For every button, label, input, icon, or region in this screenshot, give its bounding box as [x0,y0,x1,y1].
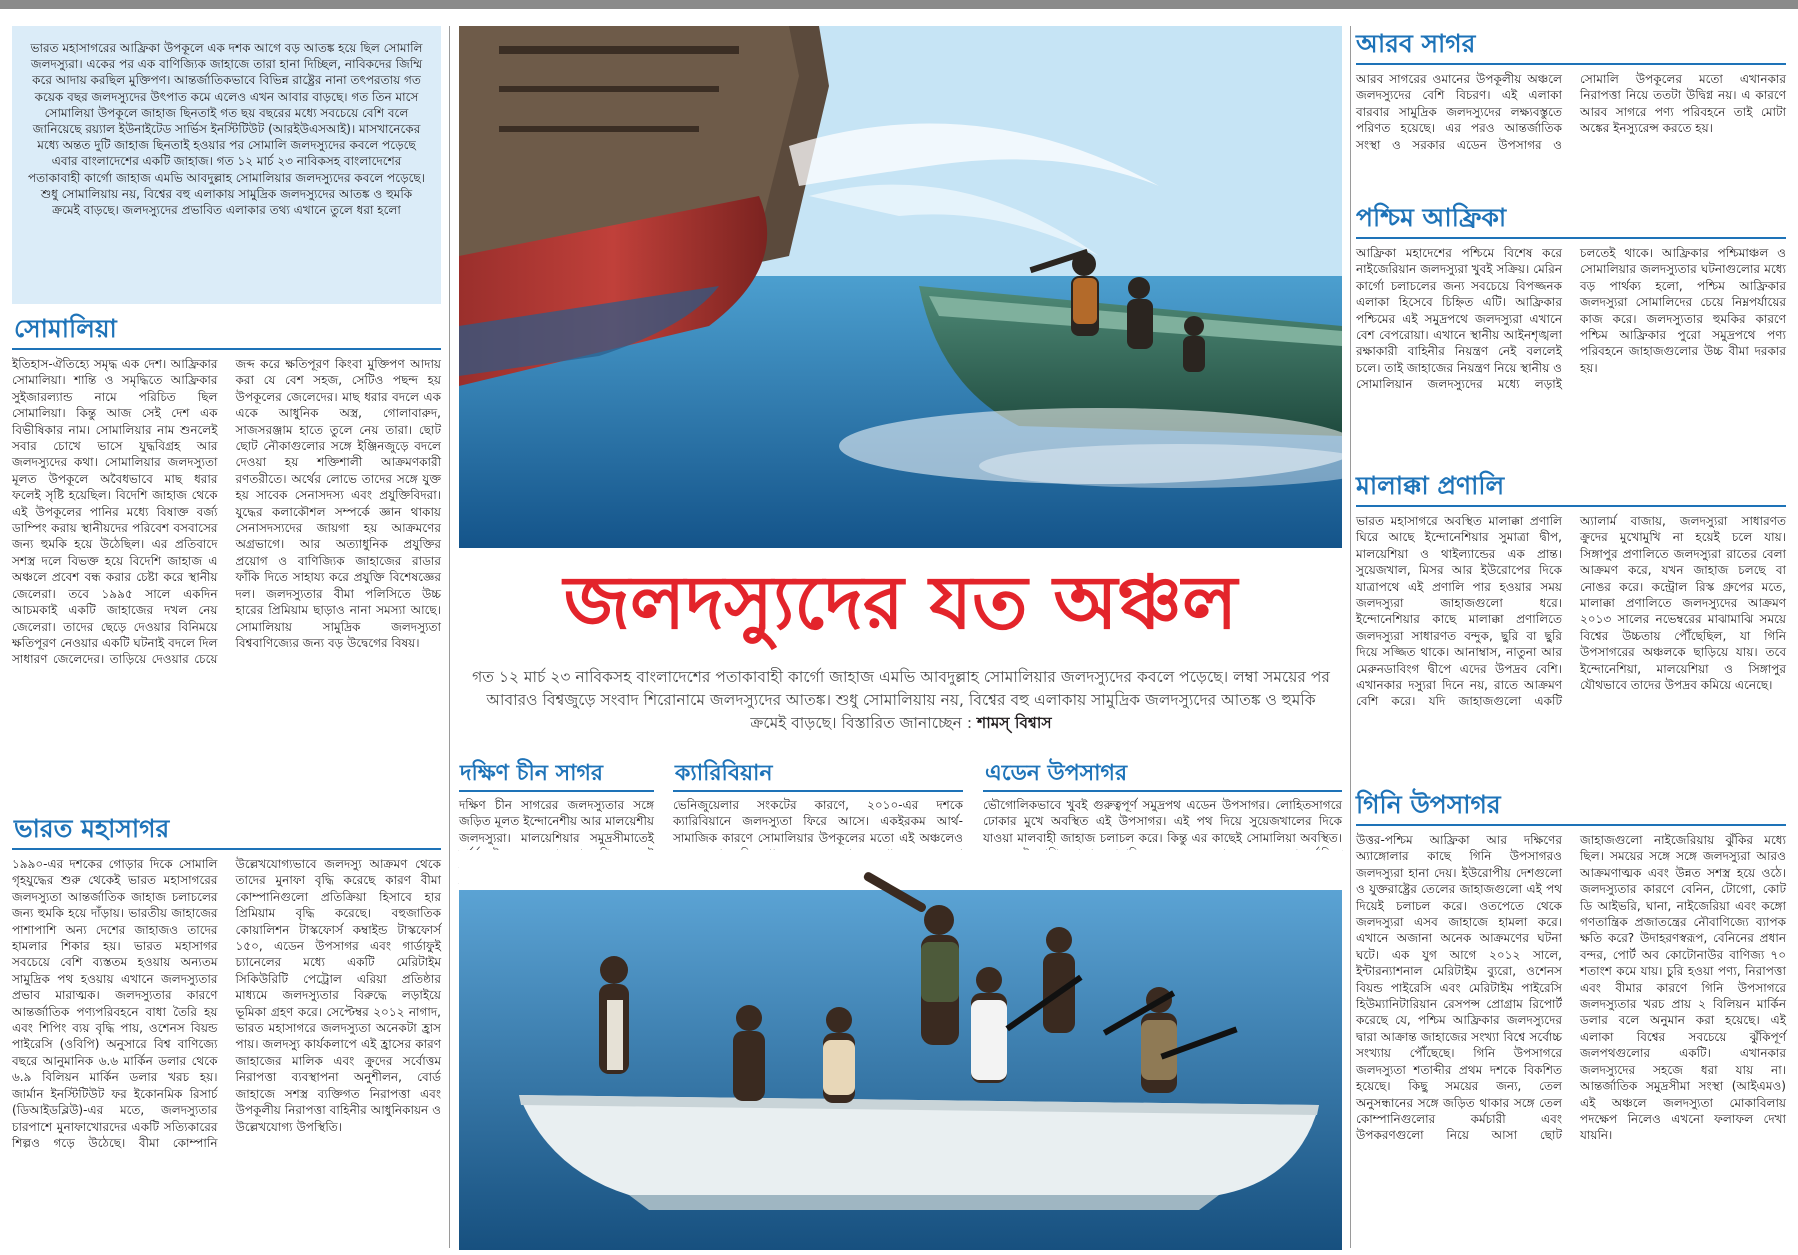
section-title-gulf-of-guinea: গিনি উপসাগর [1356,790,1501,819]
top-bar [0,0,1798,9]
gulf-of-guinea-article [1356,832,1786,1248]
section-rule [1356,237,1786,239]
indian-ocean-article [12,856,441,1248]
byline: শামস্ বিশ্বাস [977,714,1052,732]
arabian-sea-article [1356,71,1786,181]
column-divider [1350,26,1351,1248]
section-title-indian-ocean: ভারত মহাসাগর [14,814,170,843]
caribbean-text: ভেনিজুয়েলার সংকটের কারণে, ২০১০-এর দশকে ক্যারিবিয়ানে জলদস্যুতা ফিরে আসে। একইরকম আর্থ-সামাজিক কারণে সোমালিয়ার উপকূলের মতো এই অঞ্চলেও [673,798,963,845]
somalia-article [12,356,441,805]
malacca-strait-article [1356,513,1786,775]
column-divider [449,26,450,1248]
gulf-of-guinea-text: উত্তর-পশ্চিম আফ্রিকা আর দক্ষিণের অ্যাঙ্গোলার কাছে গিনি উপসাগরও জলদস্যুরা হানা দেয়। ইউরোপীয় দেশগুলো ও যুক্তরাষ্ট্রের তেলের জাহাজগুলো এই পথ দিয়েই চলাচল করে। ওতপেতে থেকে জলদস্যুরা এসব জাহাজে হামলা করে। এখানে অজানা অনেক আক্রমণের ঘটনা ঘটে। এক যুগ আগে ২০১২ সালে, ইন্টারন্যাশনাল মেরিটাইম ব্যুরো, ওশেনস বিয়ন্ড পাইরেসি এবং মেরিটাইম পাইরেসি হিউম্যানিটারিয়ান রেসপন্স প্রোগ্রাম রিপোর্ট করেছে যে, পশ্চিম আফ্রিকার জলদস্যুদের দ্বারা আক্রান্ত জাহাজের সংখ্যা বিশ্বে সর্বোচ্চ সংখ্যায় পৌঁছেছে। গিনি উপসাগরে জলদস্যুতা শতাব্দীর প্রথম দশকে বিকশিত হয়েছে। কিছু সময়ের জন্য, তেল অনুসন্ধানের সঙ্গে জড়িত থাকার সঙ্গে তেল কোম্পানিগুলোর কর্মচারী এবং উপকরণগুলো নিয়ে আসা ছোট জাহাজগুলো নাইজেরিয়ায় ঝুঁকির মধ্যে ছিল। সময়ের সঙ্গে সঙ্গে জলদস্যুরা আরও আক্রমণাত্মক এবং উন্নত সশস্ত্র হয়ে ওঠে। জলদস্যুতার কারণে বেনিন, টোগো, কোট ডি আইভরি, ঘানা, নাইজেরিয়া এবং কঙ্গো গণতান্ত্রিক প্রজাতন্ত্রের নৌবাণিজ্যে ব্যাপক ক্ষতি করে? উদাহরণস্বরূপ, বেনিনের প্রধান বন্দর, পোর্ট অব কোটোনাউর বাণিজ্য ৭০ শতাংশ কমে যায়। চুরি হওয়া পণ্য, নিরাপত্তা এবং বীমার কারণে গিনি উপসাগরে জলদস্যুতার খরচ প্রায় ২ বিলিয়ন মার্কিন ডলার বলে অনুমান করা হয়েছে। এই এলাকা বিশ্বের সবচেয়ে ঝুঁকিপূর্ণ জলপথগুলোর একটি। এখানকার জলদস্যুদের সহজে ধরা যায় না। আন্তর্জাতিক সমুদ্রসীমা সংস্থা (আইএমও) এই অঞ্চলে জলদস্যুতা মোকাবিলায় পদক্ষেপ নিলেও এখনো ফলাফল দেখা যায়নি। [1356,833,1786,1143]
main-headline: জলদস্যুদের যত অঞ্চল [563,560,1238,646]
intro-box [12,26,441,304]
section-rule [12,348,441,350]
somalia-text: ইতিহাস-ঐতিহ্যে সমৃদ্ধ এক দেশ। আফ্রিকার সোমালিয়া। শান্তি ও সমৃদ্ধিতে আফ্রিকার সুইজারল্যান্ড নামে পরিচিত ছিল সোমালিয়া। কিন্তু আজ সেই দেশ এক বিভীষিকার নাম। সোমালিয়ার নাম শুনলেই সবার চোখে ভাসে যুদ্ধবিগ্রহ আর জলদস্যুদের কথা। সোমালিয়ার জলদস্যুতা মূলত উপকূলে অবৈধভাবে মাছ ধরার ফলেই সৃষ্টি হয়েছিল। বিদেশি জাহাজ থেকে এই উপকূলের পানির মধ্যে বিষাক্ত বর্জ্য ডাম্পিং করায় স্থানীয়দের পরিবেশ বসবাসের জন্য হুমকি হয়ে উঠেছিল। এর প্রতিবাদে সশস্ত্র দলে বিভক্ত হয়ে বিদেশি জাহাজ এ অঞ্চলে প্রবেশ বন্ধ করার চেষ্টা করে স্থানীয় জেলেরা। তবে ১৯৯৫ সালে একদিন আচমকাই একটি জাহাজের দখল নেয় জেলেরা। তাদের ছেড়ে দেওয়ার বিনিময়ে ক্ষতিপূরণ নেওয়ার একটি ঘটনাই বদলে দিল সাধারণ জেলেদের। তাড়িয়ে দেওয়ার চেয়ে জব্দ করে ক্ষতিপূরণ কিংবা মুক্তিপণ আদায় করা যে বেশ সহজ, সেটিও পছন্দ হয় উপকূলের জেলেদের। মাছ ধরার বদলে এক একে আধুনিক অস্ত্র, গোলাবারুদ, সাজসরঞ্জাম হাতে তুলে নেয় তারা। ছোট ছোট নৌকাগুলোর সঙ্গে ইঞ্জিনজুড়ে বদলে দেওয়া হয় শক্তিশালী আক্রমণকারী রণতরীতে। অর্থের লোভে তাদের সঙ্গে যুক্ত হয় সাবেক সেনাসদস্য এবং প্রযুক্তিবিদরা। যুদ্ধের কলাকৌশল সম্পর্কে জ্ঞান থাকায় সেনাসদস্যদের জায়গা হয় আক্রমণের অগ্রভাগে। আর অত্যাধুনিক প্রযুক্তির প্রয়োগ ও বাণিজ্যিক জাহাজের রাডার ফাঁকি দিতে সাহায্য করে প্রযুক্তি বিশেষজ্ঞের দল। জলদস্যুতার বীমা পলিসিতে উচ্চ হারের প্রিমিয়াম ছাড়াও নানা সমস্যা আছে। সোমালিয়ায় সামুদ্রিক জলদস্যুতা বিশ্ববাণিজ্যের জন্য বড় উদ্বেগের বিষয়। [12,357,441,667]
indian-ocean-text: ১৯৯০-এর দশকের গোড়ার দিকে সোমালি গৃহযুদ্ধের শুরু থেকেই ভারত মহাসাগরের জলদস্যুতা আন্তর্জাতিক জাহাজ চলাচলের জন্য হুমকি হয়ে দাঁড়ায়। ভারতীয় জাহাজের পাশাপাশি অন্য দেশের জাহাজও তাদের হামলার শিকার হয়। ভারত মহাসাগর সবচেয়ে বেশি ব্যস্ততম হওয়ায় অন্যতম সামুদ্রিক পথ হওয়ায় এখানে জলদস্যুতার প্রভাব মারাত্মক। জলদস্যুতার কারণে আন্তর্জাতিক পণ্যপরিবহনে বাধা তৈরি হয় এবং শিপিং ব্যয় বৃদ্ধি পায়, ওশেনস বিয়ন্ড পাইরেসি (ওবিপি) অনুসারে বিশ্ব বাণিজ্যে বছরে আনুমানিক ৬.৬ মার্কিন ডলার থেকে ৬.৯ বিলিয়ন মার্কিন ডলার খরচ হয়। জার্মান ইনস্টিটিউট ফর ইকোনমিক রিসার্চ (ডিআইডব্লিউ)-এর মতে, জলদস্যুতার চারপাশে মুনাফাখোরদের একটি সত্যিকারের শিল্পও গড়ে উঠেছে। বীমা কোম্পানি উল্লেখযোগ্যভাবে জলদস্যু আক্রমণ থেকে তাদের মুনাফা বৃদ্ধি করেছে কারণ বীমা কোম্পানিগুলো প্রতিক্রিয়া হিসাবে হার প্রিমিয়াম বৃদ্ধি করেছে। বহুজাতিক কোয়ালিশন টাস্কফোর্স কম্বাইন্ড টাস্কফোর্স ১৫০, এডেন উপসাগর এবং গার্ডাফুই চ্যানেলের মধ্যে একটি মেরিটাইম সিকিউরিটি পেট্রোল এরিয়া প্রতিষ্ঠার মাধ্যমে জলদস্যুতার বিরুদ্ধে লড়াইয়ে ভূমিকা গ্রহণ করে। সেপ্টেম্বর ২০১২ নাগাদ, ভারত মহাসাগরে জলদস্যুতা অনেকটা হ্রাস পায়। জলদস্যু কার্যকলাপে এই হ্রাসের কারণ জাহাজের মালিক এবং ক্রুদের সর্বোত্তম নিরাপত্তা ব্যবস্থাপনা অনুশীলন, বোর্ড জাহাজে সশস্ত্র ব্যক্তিগত নিরাপত্তা এবং উপকূলীয় নিরাপত্তা বাহিনীর আধুনিকায়ন ও উল্লেখযোগ্য উপস্থিতি। [12,857,441,1150]
section-title-gulf-of-aden: এডেন উপসাগর [985,761,1128,786]
malacca-strait-text: ভারত মহাসাগরে অবস্থিত মালাক্কা প্রণালি ঘিরে আছে ইন্দোনেশিয়ার সুমাত্রা দ্বীপ, মালয়েশিয়া ও থাইল্যান্ডের এক প্রান্ত। সুয়েজখাল, মিসর আর ইউরোপের দিকে যাত্রাপথে এই প্রণালি পার হওয়ার সময় জলদস্যুরা জাহাজগুলো ধরে। ইন্দোনেশিয়ার কাছে মালাক্কা প্রণালিতে জলদস্যুরা সাধারণত বন্দুক, ছুরি বা ছুরি দিয়ে সজ্জিত থাকে। আনাম্বাস, নাতুনা আর মেরুনডাবিংগ দ্বীপে এদের উপদ্রব বেশি। এখানকার দস্যুরা দিনে নয়, রাতে আক্রমণ বেশি করে। যদি জাহাজগুলো একটি অ্যালার্ম বাজায়, জলদস্যুরা সাধারণত ক্রুদের মুখোমুখি না হয়েই চলে যায়। সিঙ্গাপুর প্রণালিতে জলদস্যুরা রাতের বেলা আক্রমণ করে, যখন জাহাজ চলছে বা নোঙর করে। কন্ট্রোল রিস্ক গ্রুপের মতে, মালাক্কা প্রণালিতে জলদস্যুদের আক্রমণ ২০১৩ সালের নভেম্বরের মাঝামাঝি সময়ে বিশ্বের উচ্চতায় পৌঁছেছিল, যা গিনি উপসাগরের অঞ্চলকে ছাড়িয়ে যায়। তবে ইন্দোনেশিয়া, মালয়েশিয়া ও সিঙ্গাপুর যৌথভাবে তাদের উপদ্রব কমিয়ে এনেছে। [1356,514,1786,709]
section-rule [1356,63,1786,65]
section-rule [459,790,654,792]
section-title-west-africa: পশ্চিম আফ্রিকা [1356,203,1507,232]
lede-paragraph [468,666,1334,735]
section-title-caribbean: ক্যারিবিয়ান [675,761,773,786]
photo-illustration [459,26,1342,548]
section-title-arabian-sea: আরব সাগর [1356,29,1476,58]
section-rule [1356,824,1786,826]
south-china-sea-text: দক্ষিণ চীন সাগরের জলদস্যুতার সঙ্গে জড়িত মূলত ইন্দোনেশীয় আর মালয়েশীয় জলদস্যুরা। মালয়েশিয়ার সমুদ্রসীমাতেই [459,798,654,845]
section-rule [673,790,963,792]
section-title-malacca-strait: মালাক্কা প্রণালি [1356,471,1505,500]
west-africa-text: আফ্রিকা মহাদেশের পশ্চিমে বিশেষ করে নাইজেরিয়ান জলদস্যুরা খুবই সক্রিয়। মেরিন কার্গো চলাচলের জন্য সবচেয়ে বিপজ্জনক এলাকা হিসেবে চিহ্নিত এটি। আফ্রিকার পশ্চিমের এই সমুদ্রপথে জলদস্যুরা এখানে বেশ বেপরোয়া। এখানে স্থানীয় আইনশৃঙ্খলা রক্ষাকারী বাহিনীর নিয়ন্ত্রণ নেই বললেই চলে। তাই জাহাজের নিয়ন্ত্রণ নিয়ে স্থানীয় ও সোমালিয়ান জলদস্যুদের মধ্যে লড়াই চলতেই থাকে। আফ্রিকার পশ্চিমাঞ্চল ও সোমালিয়ার জলদস্যুতার ঘটনাগুলোর মধ্যে বড় পার্থক্য হলো, পশ্চিম আফ্রিকার জলদস্যুরা সোমালিদের চেয়ে নিম্নপর্যায়ের কাজ করে। জলদস্যুতার হুমকির কারণে পশ্চিম আফ্রিকার পুরো সমুদ্রপথে পণ্য পরিবহনে জাহাজগুলোর উচ্চ বীমা দরকার হয়। [1356,246,1786,392]
section-title-somalia: সোমালিয়া [14,314,117,343]
gulf-of-aden-text: ভৌগোলিকভাবে খুবই গুরুত্বপূর্ণ সমুদ্রপথ এডেন উপসাগর। লোহিতসাগরে ঢোকার মুখে অবস্থিত এই উপসাগর। এই পথ দিয়ে সুয়েজখালের দিকে যাওয়া মালবাহী জাহাজ চলাচল করে। কিন্তু এর কাছেই সোমালিয়া অবস্থিত। [983,798,1342,845]
section-rule [12,848,441,850]
section-title-south-china-sea: দক্ষিণ চীন সাগর [460,761,604,786]
photo-pirates-in-boat [459,850,1342,1250]
west-africa-article [1356,245,1786,459]
photo-ship-and-pirate-skiff [459,26,1342,548]
arabian-sea-text: আরব সাগরের ওমানের উপকূলীয় অঞ্চলে জলদস্যুদের বেশি বিচরণ। এই এলাকা বারবার সামুদ্রিক জলদস্যুদের লক্ষ্যবস্তুতে পরিণত হয়েছে। এর পরও আন্তর্জাতিক সংস্থা ও সরকার এডেন উপসাগর ও সোমালি উপকূলের মতো এখানকার নিরাপত্তা নিয়ে ততটা উদ্বিগ্ন নয়। এ কারণে আরব সাগরে পণ্য পরিবহনে তাই মোটা অঙ্কের ইনস্যুরেন্স করতে হয়। [1356,72,1786,152]
intro-text: ভারত মহাসাগরের আফ্রিকা উপকূলে এক দশক আগে বড় আতঙ্ক হয়ে ছিল সোমালি জলদস্যুরা। একের পর এক বাণিজ্যিক জাহাজে তারা হানা দিচ্ছিল, নাবিকদের জিম্মি করে আদায় করছিল মুক্তিপণ। আন্তর্জাতিকভাবে বিভিন্ন রাষ্ট্রের নানা তৎপরতায় গত কয়েক বছর জলদস্যুদের উৎপাত কমে এলেও এখন আবার বাড়ছে। গত তিন মাসে সোমালিয়া উপকূলে জাহাজ ছিনতাই গত ছয় বছরের মধ্যে সবচেয়ে বেশি বলে জানিয়েছে রয়্যাল ইউনাইটেড সার্ভিস ইনস্টিটিউট (আরইউএসআই)। মাসখানেকের মধ্যে অন্তত দুটি জাহাজ ছিনতাই হওয়ার পর সোমালি জলদস্যুদের কবলে পড়েছে এবার বাংলাদেশের একটি জাহাজ। গত ১২ মার্চ ২৩ নাবিকসহ বাংলাদেশের পতাকাবাহী কার্গো জাহাজ এমভি আবদুল্লাহ সোমালিয়ার জলদস্যুদের কবলে পড়েছে। শুধু সোমালিয়ায় নয়, বিশ্বের বহু এলাকায় সামুদ্রিক জলদস্যুদের আতঙ্ক ও হুমকি ক্রমেই বাড়ছে। জলদস্যুদের প্রভাবিত এলাকার তথ্য এখানে তুলে ধরা হলো [28,41,425,218]
photo-illustration [459,850,1342,1250]
section-rule [983,790,1342,792]
lede-text: গত ১২ মার্চ ২৩ নাবিকসহ বাংলাদেশের পতাকাবাহী কার্গো জাহাজ এমভি আবদুল্লাহ সোমালিয়ার জলদস্যুদের কবলে পড়েছে। লম্বা সময়ের পর আবারও বিশ্বজুড়ে সংবাদ শিরোনামে জলদস্যুদের আতঙ্ক। শুধু সোমালিয়ায় নয়, বিশ্বের বহু এলাকায় সামুদ্রিক জলদস্যুদের আতঙ্ক ও হুমকি ক্রমেই বাড়ছে। বিস্তারিত জানাচ্ছেন : [472,668,1330,732]
section-rule [1356,505,1786,507]
